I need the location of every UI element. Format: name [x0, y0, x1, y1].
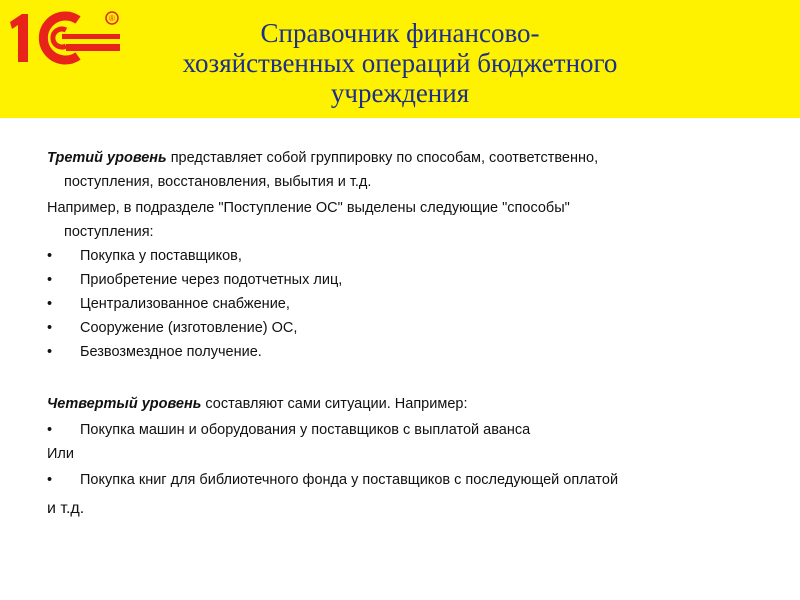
list-item: • Сооружение (изготовление) ОС, [47, 320, 298, 336]
list-item: • Покупка машин и оборудования у поставщиков с выплатой аванса [47, 422, 531, 438]
bullet-icon: • [47, 320, 53, 336]
bullet-icon: • [47, 422, 53, 438]
bullet-icon: • [47, 344, 53, 360]
bullet-icon: • [47, 296, 53, 312]
list-item: • Приобретение через подотчетных лиц, [47, 272, 343, 288]
paragraph-third-level [47, 150, 598, 166]
paragraph-fourth-level [47, 396, 467, 412]
title-line-2: хозяйственных операций бюджетного [182, 48, 618, 78]
title-line-1: Справочник финансово- [260, 18, 540, 48]
1c-logo [6, 8, 124, 66]
page-title [130, 18, 670, 108]
paragraph-example: Например, в подразделе "Поступление ОС" выделены следующие "способы" [47, 200, 570, 216]
title-line-3: учреждения [330, 78, 470, 108]
or-text: Или [47, 446, 74, 462]
list-item: • Безвозмездное получение. [47, 344, 262, 360]
third-level-continuation: поступления, восстановления, выбытия и т.д. [64, 174, 372, 190]
third-level-text: представляет собой группировку по способам, соответственно, [166, 150, 599, 166]
list-item: • Покупка у поставщиков, [47, 248, 242, 264]
example-continuation: поступления: [64, 224, 154, 240]
list-item: • Покупка книг для библиотечного фонда у поставщиков с последующей оплатой [47, 472, 619, 488]
header-banner [0, 0, 800, 118]
fourth-level-term: Четвертый уровень [47, 396, 202, 412]
etc-text: и т.д. [47, 500, 85, 517]
registered-mark: ® [109, 14, 115, 23]
third-level-term: Третий уровень [47, 150, 167, 166]
fourth-level-text: составляют сами ситуации. Например: [201, 396, 468, 412]
list-item: • Централизованное снабжение, [47, 296, 290, 312]
bullet-icon: • [47, 472, 53, 488]
bullet-icon: • [47, 272, 53, 288]
bullet-icon: • [47, 248, 53, 264]
